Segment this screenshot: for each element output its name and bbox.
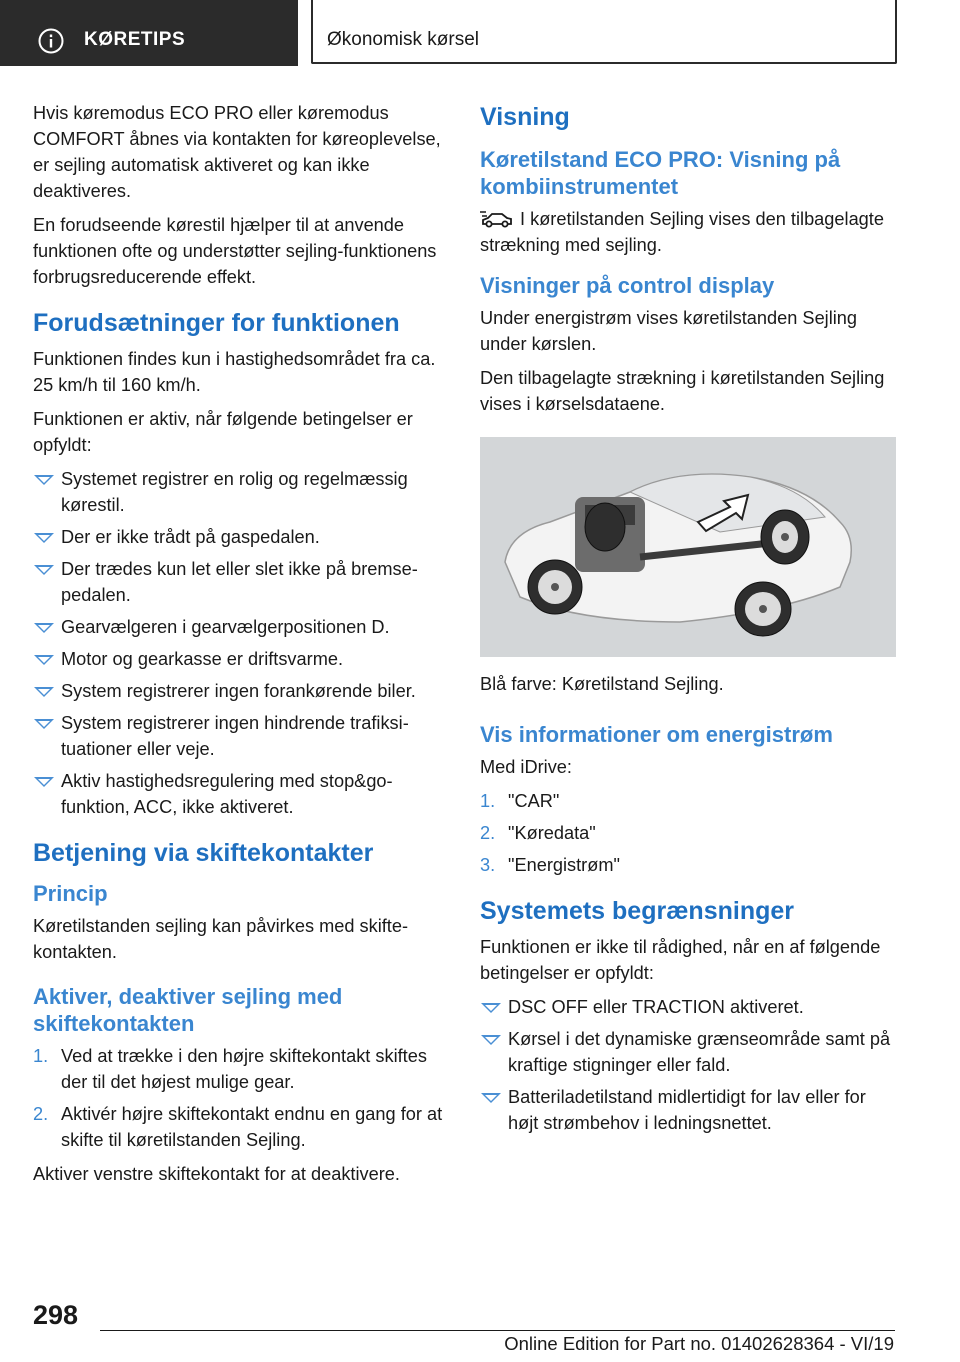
energy-flow-steps (480, 788, 896, 878)
prerequisites-conditions: Funktionen er aktiv, når følgende betingelser er opfyldt: (33, 409, 413, 455)
prerequisites-speed: Funktionen findes kun i hastighedsområdet fra ca. 25 km/h til 160 km/h. (33, 349, 436, 395)
list-item: System registrerer ingen forankørende biler. (33, 678, 448, 704)
chapter-tab (311, 0, 897, 64)
deactivate-text: Aktiver venstre skiftekontakt for at deaktivere. (33, 1164, 400, 1184)
list-item: System registrerer ingen hindrende trafiksituationer eller veje. (33, 710, 448, 762)
control-display-text-1: Under energistrøm vises køretilstanden Sejling under kørslen. (480, 308, 858, 354)
triangle-bullet-icon (481, 1035, 501, 1045)
list-item: 1. Ved at trække i den højre skiftekontakt skiftes der til det højest mulige gear. (33, 1046, 427, 1092)
principle-text: Køretilstanden sejling kan påvirkes med skiftekontakten. (33, 916, 409, 962)
display-heading: Visning (480, 103, 570, 131)
section-tab (0, 0, 298, 66)
coasting-car-icon (480, 209, 514, 229)
prerequisites-heading: Forudsætninger for funktionen (33, 309, 400, 337)
list-item: Gearvælgeren i gearvælgerpositionen D. (33, 614, 448, 640)
control-display-text-2: Den tilbagelagte strækning i køretilstanden Sejling vises i kørselsdataene. (480, 368, 885, 414)
prerequisites-list (33, 466, 448, 820)
limitations-heading: Systemets begrænsninger (480, 897, 794, 925)
page-number: 298 (33, 1300, 79, 1330)
energy-flow-intro: Med iDrive: (480, 757, 572, 777)
triangle-bullet-icon (34, 565, 54, 575)
list-item: Aktiv hastighedsregulering med stop&go-funktion, ACC, ikke aktiveret. (33, 768, 448, 820)
figure-caption: Blå farve: Køretilstand Sejling. (480, 674, 724, 694)
limitations-list (480, 994, 896, 1136)
list-item: 3. "Energistrøm" (480, 855, 620, 875)
right-column (480, 100, 896, 1144)
control-display-heading: Visninger på control display (480, 273, 775, 298)
activate-steps (33, 1043, 448, 1153)
list-item: 2. Aktivér højre skiftekontakt endnu en gang for at skifte til køretilstanden Sejling. (33, 1104, 443, 1150)
list-item: 1. "CAR" (480, 791, 560, 811)
triangle-bullet-icon (481, 1003, 501, 1013)
triangle-bullet-icon (34, 777, 54, 787)
eco-pro-heading: Køretilstand ECO PRO: Visning på kombiinstrumentet (480, 147, 841, 199)
chapter-title: Økonomisk kørsel (327, 29, 480, 50)
list-item: Der er ikke trådt på gaspedalen. (33, 524, 448, 550)
list-item: Motor og gearkasse er driftsvarme. (33, 646, 448, 672)
principle-heading: Princip (33, 881, 108, 906)
section-title: KØRETIPS (84, 29, 186, 50)
triangle-bullet-icon (34, 655, 54, 665)
limitations-intro: Funktionen er ikke til rådighed, når en af følgende betingelser er opfyldt: (480, 937, 881, 983)
footer-edition: Online Edition for Part no. 01402628364 - VI/19 (504, 1333, 894, 1354)
car-drivetrain-illustration (480, 437, 896, 657)
list-item: 2. "Køredata" (480, 823, 596, 843)
intro-paragraph-2: En forudseende kørestil hjælper til at anvende funktionen ofte og understøtter sejling-funktionens forbrugsreducerende effekt. (33, 215, 437, 287)
list-item: Kørsel i det dynamiske grænseområde samt på kraftige stigninger eller fald. (480, 1026, 896, 1078)
triangle-bullet-icon (34, 533, 54, 543)
energy-flow-heading: Vis informationer om energistrøm (480, 722, 833, 747)
triangle-bullet-icon (481, 1093, 501, 1103)
intro-paragraph-1: Hvis køremodus ECO PRO eller køremodus COMFORT åbnes via kontakten for køreoplevelse, er sejling automatisk aktiveret og kan ikke deaktiveres. (33, 103, 441, 201)
footer-divider (100, 1330, 895, 1331)
list-item: Batteriladetilstand midlertidigt for lav eller for højt strømbehov i ledningsnettet. (480, 1084, 896, 1136)
activate-heading: Aktiver, deaktiver sejling med skiftekontakten (33, 984, 343, 1036)
list-item: Systemet registrer en rolig og regelmæssig kørestil. (33, 466, 448, 518)
triangle-bullet-icon (34, 475, 54, 485)
list-item: DSC OFF eller TRACTION aktiveret. (480, 994, 896, 1020)
car-drivetrain-image (480, 437, 896, 657)
info-icon (38, 28, 64, 54)
operation-heading: Betjening via skiftekontakter (33, 839, 374, 867)
eco-pro-text: I køretilstanden Sejling vises den tilbagelagte strækning med sejling. (480, 209, 884, 255)
triangle-bullet-icon (34, 623, 54, 633)
page-header (0, 0, 960, 66)
triangle-bullet-icon (34, 687, 54, 697)
left-column (33, 100, 448, 1195)
triangle-bullet-icon (34, 719, 54, 729)
list-item: Der trædes kun let eller slet ikke på bremsepedalen. (33, 556, 448, 608)
